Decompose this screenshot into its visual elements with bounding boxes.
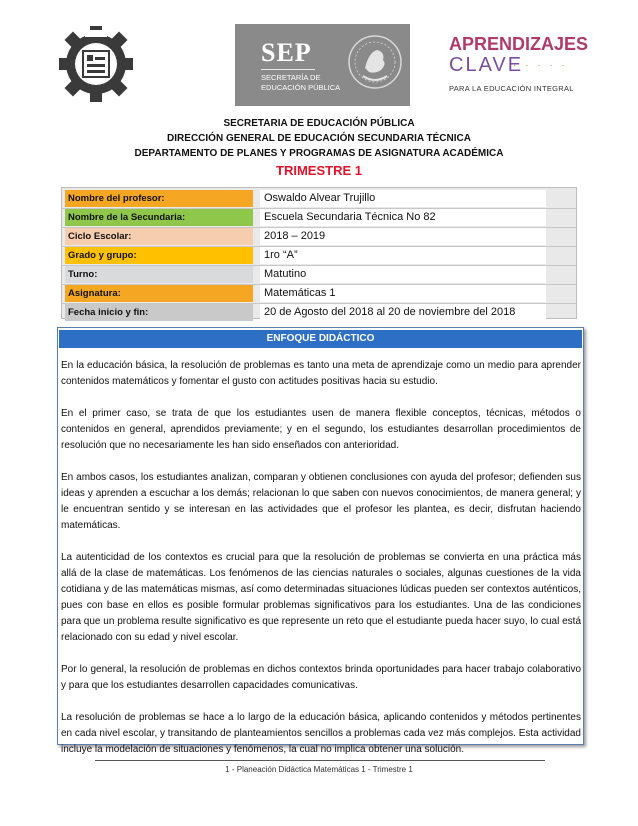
aprendizajes-clave-logo [443, 30, 589, 104]
info-label: Asignatura: [65, 285, 253, 302]
clave-logo-line2: CLAVE [449, 54, 524, 76]
info-label: Ciclo Escolar: [65, 228, 253, 245]
clave-logo-line1: APRENDIZAJES [449, 34, 589, 54]
page-footer: 1 - Planeación Didáctica Matemáticas 1 - Trimestre 1 [225, 765, 413, 774]
sep-logo [235, 24, 410, 106]
sep-logo-word: SEP [261, 38, 312, 67]
info-row-profesor [62, 190, 576, 207]
info-value: 1ro “A” [260, 247, 546, 264]
title-trimestre: TRIMESTRE 1 [276, 163, 362, 178]
info-value: Escuela Secundaria Técnica No 82 [260, 209, 546, 226]
info-value: 20 de Agosto del 2018 al 20 de noviembre del 2018 [260, 304, 546, 321]
info-row-grado [62, 247, 576, 264]
info-label: Nombre de la Secundaria: [65, 209, 253, 226]
sep-logo-subtitle: SECRETARÍA DE EDUCACIÓN PÚBLICA [261, 73, 341, 92]
info-value: Oswaldo Alvear Trujillo [260, 190, 546, 207]
dgest-gear-logo [57, 24, 135, 104]
clave-logo-line3: PARA LA EDUCACIÓN INTEGRAL [449, 84, 574, 93]
enfoque-didactico-box [57, 327, 584, 755]
mexico-seal-icon [347, 30, 403, 100]
info-label: Nombre del profesor: [65, 190, 253, 207]
info-value: Matutino [260, 266, 546, 283]
info-value: 2018 – 2019 [260, 228, 546, 245]
info-row-turno [62, 266, 576, 283]
sep-logo-rule [261, 69, 315, 70]
enfoque-paragraph: En el primer caso, se trata de que los estudiantes usen de manera flexible conceptos, técnicas, métodos o contenidos en general, aprendidos previamente; y en el segundo, los estudiantes desarrollan procedimientos de resolución que no necesariamente les han sido enseñados con anterioridad. [61, 408, 581, 451]
title-secretaria: SECRETARIA DE EDUCACIÓN PÚBLICA [223, 118, 415, 129]
enfoque-paragraph: La resolución de problemas se hace a lo largo de la educación básica, aplicando contenidos y métodos pertinentes en cada nivel escolar, y transitando de planteamientos sencillos a problemas cada vez más complejos. Esta actividad incluye la modelación de situaciones y fenómenos, la cual no implica obtener una solución. [61, 712, 581, 755]
info-row-ciclo [62, 228, 576, 245]
enfoque-paragraph: En ambos casos, los estudiantes analizan, comparan y obtienen conclusiones con ayuda del profesor; defienden sus ideas y aprenden a escuchar a los demás; relacionan lo que saben con nuevos conocimientos, de manera general; y le encuentran sentido y se interesan en las actividades que el profesor les plantea, es decir, disfrutan haciendo matemáticas. [61, 472, 581, 531]
info-label: Fecha inicio y fin: [65, 304, 253, 321]
title-departamento: DEPARTAMENTO DE PLANES Y PROGRAMAS DE ASIGNATURA ACADÉMICA [134, 148, 504, 159]
clave-logo-dots: · · · · · [513, 60, 568, 71]
footer-rule [95, 760, 545, 761]
enfoque-body [61, 358, 581, 774]
document-titles [0, 116, 638, 180]
info-row-secundaria [62, 209, 576, 226]
info-label: Turno: [65, 266, 253, 283]
enfoque-paragraph: Por lo general, la resolución de problemas en dichos contextos brinda oportunidades para hacer trabajo colaborativo y para que los estudiantes desarrollen capacidades comunicativas. [61, 664, 581, 691]
title-direccion: DIRECCIÓN GENERAL DE EDUCACIÓN SECUNDARIA TÉCNICA [167, 133, 471, 144]
info-row-asignatura [62, 285, 576, 302]
header-logos [57, 24, 589, 110]
info-label: Grado y grupo: [65, 247, 253, 264]
info-table [61, 187, 577, 319]
enfoque-title: ENFOQUE DIDÁCTICO [59, 330, 582, 348]
info-row-fecha [62, 304, 576, 321]
enfoque-paragraph: La autenticidad de los contextos es crucial para que la resolución de problemas se convierta en una práctica más allá de la clase de matemáticas. Los fenómenos de las ciencias naturales o sociales, algunas cuestiones de la vida cotidiana y de las matemáticas mismas, así como determinadas situaciones lúdicas pueden ser contextos auténticos, pues con base en ellos es posible formular problemas significativos para los estudiantes. Una de las condiciones para que un problema resulte significativo es que represente un reto que el estudiante pueda hacer suyo, lo cual está relacionado con su edad y nivel escolar. [61, 552, 581, 643]
info-value: Matemáticas 1 [260, 285, 546, 302]
enfoque-paragraph: En la educación básica, la resolución de problemas es tanto una meta de aprendizaje como un medio para aprender contenidos matemáticos y fomentar el gusto con actitudes positivas hacia su estudio. [61, 360, 581, 387]
